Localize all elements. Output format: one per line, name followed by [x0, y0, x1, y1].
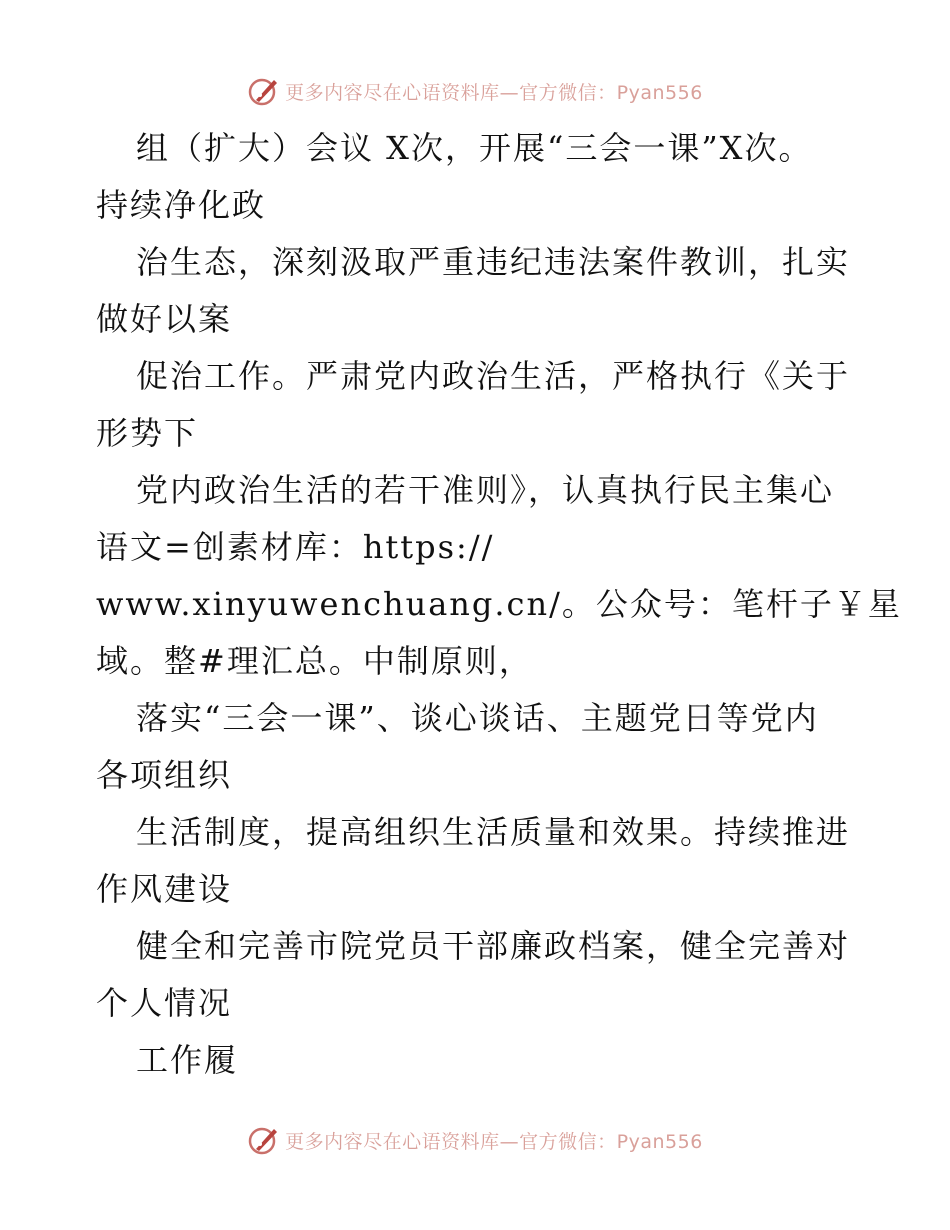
text-line: 形势下 [96, 414, 199, 452]
text-line: 做好以案 [96, 300, 233, 338]
text-line: 各项组织 [96, 756, 233, 794]
text-line: 作风建设 [96, 870, 233, 908]
quill-pen-icon [247, 1123, 281, 1157]
text-line: 组（扩大）会议 X次，开展“三会一课”X次。 [136, 129, 813, 167]
footer-watermark [0, 1120, 950, 1160]
watermark-text: 更多内容尽在心语资料库—官方微信：Pyan556 [285, 81, 703, 104]
header-watermark [0, 71, 950, 111]
document-body [96, 120, 902, 1089]
text-line: 落实“三会一课”、谈心谈话、主题党日等党内 [136, 699, 819, 737]
text-line: 治生态，深刻汲取严重违纪违法案件教训，扎实 [136, 243, 851, 281]
text-line: 语文=创素材库：https:// [96, 528, 495, 566]
text-line: 促治工作。严肃党内政治生活，严格执行《关于 [136, 357, 851, 395]
text-line: 健全和完善市院党员干部廉政档案，健全完善对 [136, 927, 851, 965]
text-line: www.xinyuwenchuang.cn/。公众号：笔杆子￥星 [96, 585, 902, 623]
text-line: 个人情况 [96, 984, 233, 1022]
text-line: 生活制度，提高组织生活质量和效果。持续推进 [136, 813, 851, 851]
text-line: 域。整#理汇总。中制原则， [96, 642, 533, 680]
text-line: 党内政治生活的若干准则》，认真执行民主集心 [136, 471, 835, 509]
text-line: 工作履 [136, 1041, 239, 1079]
watermark-text: 更多内容尽在心语资料库—官方微信：Pyan556 [285, 1130, 703, 1153]
quill-pen-icon [247, 74, 281, 108]
text-line: 持续净化政 [96, 186, 267, 224]
